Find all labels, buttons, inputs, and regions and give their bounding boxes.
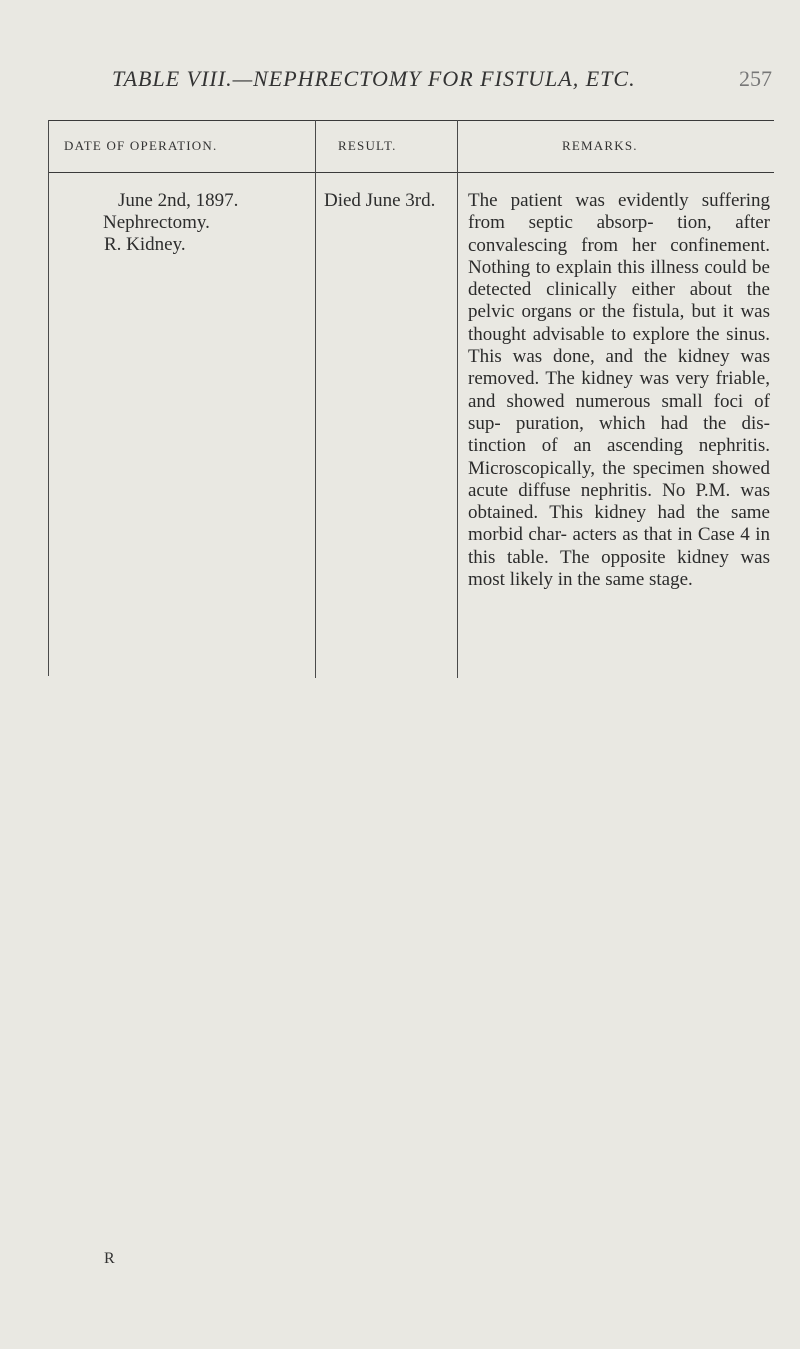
running-header xyxy=(112,66,772,92)
page-number: 257 xyxy=(739,66,772,91)
cell-remarks: The patient was evidently suffering from septic absorp- tion, after convalescing from her confinement. Nothing to explain this illness could be detected clinically either about the pelvic organs or the fistula, but it was thought advisable to explore the sinus. This was done, and the kidney was removed. The kidney was very friable, and showed numerous small foci of sup- puration, which had the dis- tinction of an ascending nephritis. Microscopically, the specimen showed acute diffuse nephritis. No P.M. was obtained. This kidney had the same morbid char- acters as that in Case 4 in this table. The opposite kidney was most likely in the same stage. xyxy=(468,190,770,591)
table-header-rule xyxy=(48,172,774,173)
column-divider-2 xyxy=(457,120,458,678)
running-header-title: TABLE VIII.—NEPHRECTOMY FOR FISTULA, ETC. xyxy=(112,66,636,91)
table-left-border xyxy=(48,120,49,676)
table-top-rule xyxy=(48,120,774,121)
cell-date-line-3: R. Kidney. xyxy=(104,234,186,255)
signature-mark: R xyxy=(104,1250,115,1267)
cell-result: Died June 3rd. xyxy=(324,190,436,211)
cell-date-line-1: June 2nd, 1897. xyxy=(118,190,239,211)
column-header-result: RESULT. xyxy=(338,138,397,153)
column-divider-1 xyxy=(315,120,316,678)
column-header-date: DATE OF OPERATION. xyxy=(64,138,218,153)
column-header-remarks: REMARKS. xyxy=(562,138,638,153)
cell-date-line-2: Nephrectomy. xyxy=(103,212,210,233)
